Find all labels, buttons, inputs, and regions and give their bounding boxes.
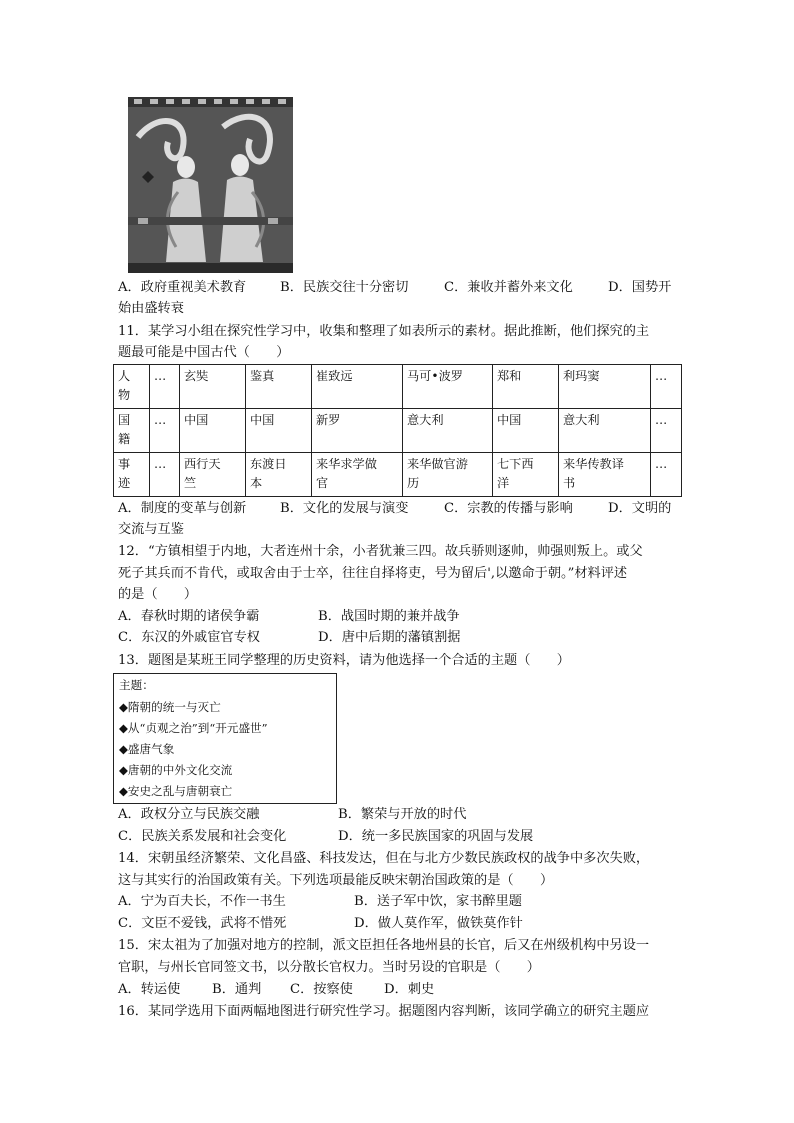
ellipsis-cell: …	[150, 409, 180, 453]
q15-option-d: D．刺史	[384, 982, 435, 997]
cell-deed: 来华做官游 历	[403, 453, 493, 497]
ellipsis-cell: …	[651, 453, 682, 497]
q13-option-a: A．政权分立与民族交融	[118, 807, 260, 822]
q11-option-a: A．制度的变革与创新	[118, 501, 247, 516]
q12-option-d: D．唐中后期的藩镇割据	[318, 630, 461, 645]
table-row-deeds	[114, 453, 682, 497]
cell-person: 鉴真	[246, 365, 312, 409]
row-label-nationality: 国 籍	[114, 409, 150, 453]
q10-option-a: A．政府重视美术教育	[118, 280, 247, 295]
q13-option-c: C．民族关系发展和社会变化	[118, 829, 287, 844]
q14-option-d: D．做人莫作军，做铁莫作针	[354, 916, 523, 931]
q12-stem-line2: 死子其兵而不肯代，或取舍由于士卒，往往自择将吏，号为留后',以邀命于朝。”材料评述	[118, 566, 628, 581]
q14-option-a: A．宁为百夫长，不作一书生	[118, 894, 286, 909]
q12-stem-line3: 的是（ ）	[118, 587, 198, 602]
mural-photo	[128, 97, 293, 273]
q15-option-a: A．转运使	[118, 982, 181, 997]
theme-heading: 主题：	[119, 678, 154, 692]
cell-nationality: 意大利	[559, 409, 651, 453]
q13-option-b: B．繁荣与开放的时代	[338, 807, 467, 822]
mural-illustration	[128, 97, 293, 273]
cell-nationality: 中国	[180, 409, 246, 453]
cell-deed: 来华传教译 书	[559, 453, 651, 497]
q10-option-d: D．国势开	[608, 280, 672, 295]
q10-option-b: B．民族交往十分密切	[280, 280, 409, 295]
q15-stem-line1: 15．宋太祖为了加强对地方的控制，派文臣担任各地州县的长官，后又在州级机构中另设一	[118, 938, 650, 953]
ellipsis-cell: …	[150, 453, 180, 497]
q13-theme-box	[113, 673, 337, 804]
q14-stem-line1: 14．宋朝虽经济繁荣、文化昌盛、科技发达，但在与北方少数民族政权的战争中多次失败，	[118, 851, 650, 866]
cell-deed: 西行天 竺	[180, 453, 246, 497]
q12-option-a: A．春秋时期的诸侯争霸	[118, 609, 260, 624]
q14-option-b: B．送子军中饮，家书醉里题	[354, 894, 522, 909]
theme-item: ◆盛唐气象	[119, 742, 175, 756]
q13-stem: 13．题图是某班王同学整理的历史资料，请为他选择一个合适的主题（ ）	[118, 653, 570, 668]
cell-person: 崔致远	[312, 365, 403, 409]
q11-stem-line2: 题最可能是中国古代（ ）	[118, 345, 290, 360]
table-row-nationality	[114, 409, 682, 453]
row-label-deeds: 事 迹	[114, 453, 150, 497]
q16-stem-line1: 16．某同学选用下面两幅地图进行研究性学习。据题图内容判断，该同学确立的研究主题应	[118, 1004, 650, 1019]
cell-nationality: 意大利	[403, 409, 493, 453]
q13-option-d: D．统一多民族国家的巩固与发展	[338, 829, 534, 844]
cell-nationality: 中国	[246, 409, 312, 453]
theme-item: ◆隋朝的统一与灭亡	[119, 700, 221, 714]
q11-options-continued: 交流与互鉴	[118, 522, 184, 537]
q12-option-c: C．东汉的外戚宦官专权	[118, 630, 260, 645]
cell-nationality: 新罗	[312, 409, 403, 453]
cell-deed: 来华求学做 官	[312, 453, 403, 497]
q11-option-c: C．宗教的传播与影响	[444, 501, 573, 516]
q10-option-c: C．兼收并蓄外来文化	[444, 280, 573, 295]
row-label-people: 人 物	[114, 365, 150, 409]
q10-options-continued: 始由盛转衰	[118, 301, 184, 316]
cell-person: 利玛窦	[559, 365, 651, 409]
q11-stem-line1: 11．某学习小组在探究性学习中，收集和整理了如表所示的素材。据此推断，他们探究的主	[118, 324, 650, 339]
cell-nationality: 中国	[493, 409, 559, 453]
q15-stem-line2: 官职，与州长官同签文书，以分散长官权力。当时另设的官职是（ ）	[118, 960, 540, 975]
cell-deed: 东渡日 本	[246, 453, 312, 497]
table-row-people	[114, 365, 682, 409]
q12-stem-line1: 12．“方镇相望于内地，大者连州十余，小者犹兼三四。故兵骄则逐帅，帅强则叛上。或父	[118, 544, 643, 559]
ellipsis-cell: …	[150, 365, 180, 409]
q12-option-b: B．战国时期的兼并战争	[318, 609, 460, 624]
theme-item: ◆安史之乱与唐朝衰亡	[119, 784, 233, 798]
cell-deed: 七下西 洋	[493, 453, 559, 497]
cell-person: 玄奘	[180, 365, 246, 409]
ellipsis-cell: …	[651, 409, 682, 453]
q14-option-c: C．文臣不爱钱，武将不惜死	[118, 916, 287, 931]
q14-stem-line2: 这与其实行的治国政策有关。下列选项最能反映宋朝治国政策的是（ ）	[118, 873, 554, 888]
q11-option-b: B．文化的发展与演变	[280, 501, 409, 516]
ellipsis-cell: …	[651, 365, 682, 409]
q15-option-c: C．按察使	[290, 982, 353, 997]
cell-person: 马可•波罗	[403, 365, 493, 409]
theme-item: ◆从“贞观之治”到“开元盛世”	[119, 721, 268, 735]
q11-option-d: D．文明的	[608, 501, 672, 516]
q15-option-b: B．通判	[212, 982, 262, 997]
q11-table	[113, 364, 682, 497]
theme-item: ◆唐朝的中外文化交流	[119, 763, 233, 777]
cell-person: 郑和	[493, 365, 559, 409]
